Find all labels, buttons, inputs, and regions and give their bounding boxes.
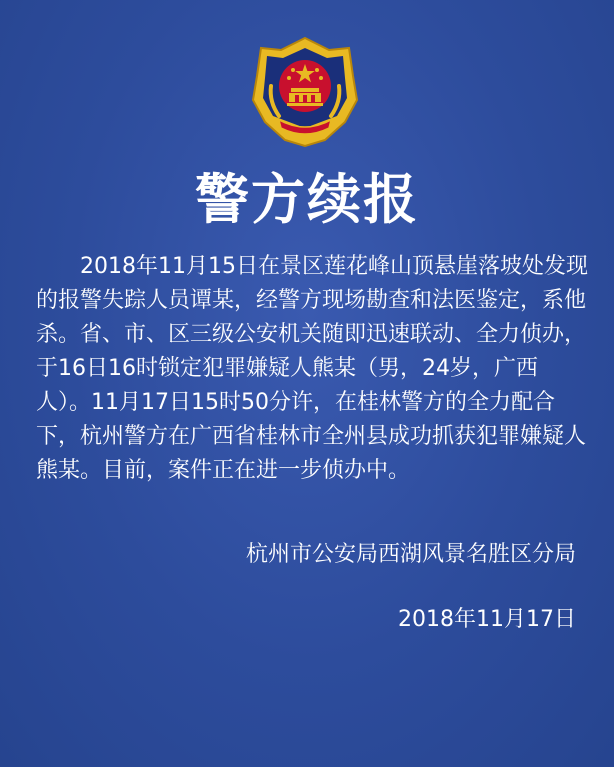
issuer-name: 杭州市公安局西湖风景名胜区分局 xyxy=(245,542,576,567)
notice-date: 2018年11月17日 xyxy=(398,607,576,632)
notice-body: 2018年11月15日在景区莲花峰山顶悬崖落坡处发现的报警失踪人员谭某，经警方现场勘查和法医鉴定，系他杀。省、市、区三级公安机关随即迅速联动、全力侦办，于16日16时锁定犯罪嫌疑人熊某（男，24岁，广西人）。11月17日15时50分许，在桂林警方的全力配合下，杭州警方在广西省桂林市全州县成功抓获犯罪嫌疑人熊某。目前，案件正在进一步侦办中。 xyxy=(36,254,588,483)
police-emblem-icon xyxy=(249,36,361,148)
notice-title: 警方续报 xyxy=(195,168,419,231)
